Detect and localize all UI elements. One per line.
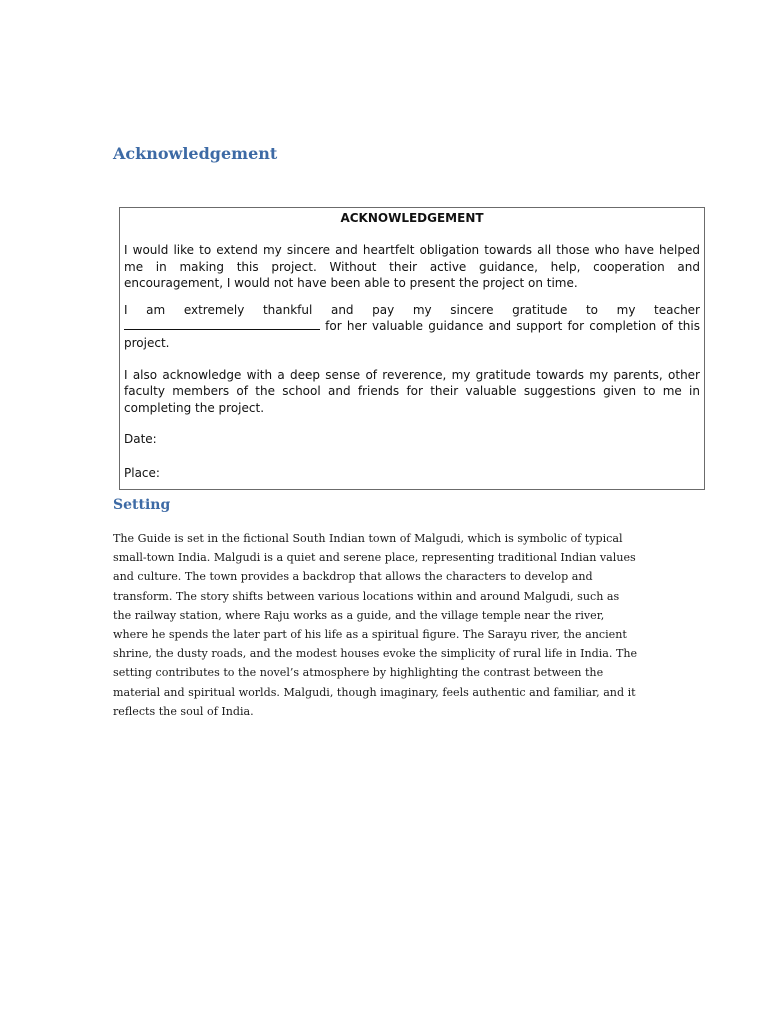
setting-line: reflects the soul of India. bbox=[113, 704, 254, 718]
setting-line: transform. The story shifts between various locations within and around Malgudi, such as bbox=[113, 589, 620, 603]
teacher-line-after: for her valuable guidance and support for completion of this project. bbox=[124, 319, 700, 350]
setting-line: small-town India. Malgudi is a quiet and serene place, representing traditional Indian values bbox=[113, 551, 636, 565]
acknowledgement-paragraph-3: I also acknowledge with a deep sense of reverence, my gratitude towards my parents, other faculty members of the school and friends for their valuable suggestions given to me in completing the project. bbox=[124, 367, 700, 415]
setting-line: The Guide is set in the fictional South Indian town of Malgudi, which is symbolic of typical bbox=[113, 532, 623, 545]
teacher-name-blank bbox=[124, 318, 320, 330]
acknowledgement-image bbox=[119, 207, 705, 490]
setting-line: the railway station, where Raju works as a guide, and the village temple near the river, bbox=[113, 608, 605, 622]
setting-heading: Setting bbox=[113, 497, 171, 513]
teacher-line-before: I am extremely thankful and pay my sincere gratitude to my teacher bbox=[124, 302, 700, 317]
place-label: Place: bbox=[124, 465, 160, 480]
setting-line: setting contributes to the novel’s atmosphere by highlighting the contrast between the bbox=[113, 666, 604, 680]
setting-line: where he spends the later part of his life as a spiritual figure. The Sarayu river, the ancient bbox=[113, 628, 627, 642]
acknowledgement-paragraph-1: I would like to extend my sincere and heartfelt obligation towards all those who have helped me in making this project. Without their active guidance, help, cooperation and encouragement, I would not have been able to present the project on time. bbox=[124, 243, 700, 291]
acknowledgement-image-title: ACKNOWLEDGEMENT bbox=[340, 211, 484, 225]
setting-line: and culture. The town provides a backdrop that allows the characters to develop and bbox=[113, 570, 593, 584]
acknowledgement-heading: Acknowledgement bbox=[113, 144, 278, 163]
setting-paragraph bbox=[113, 529, 658, 721]
date-label: Date: bbox=[124, 432, 157, 447]
acknowledgement-paragraph-2 bbox=[124, 302, 700, 352]
setting-line: material and spiritual worlds. Malgudi, though imaginary, feels authentic and familiar, and it bbox=[113, 685, 636, 699]
setting-line: shrine, the dusty roads, and the modest houses evoke the simplicity of rural life in India. The bbox=[113, 647, 638, 661]
